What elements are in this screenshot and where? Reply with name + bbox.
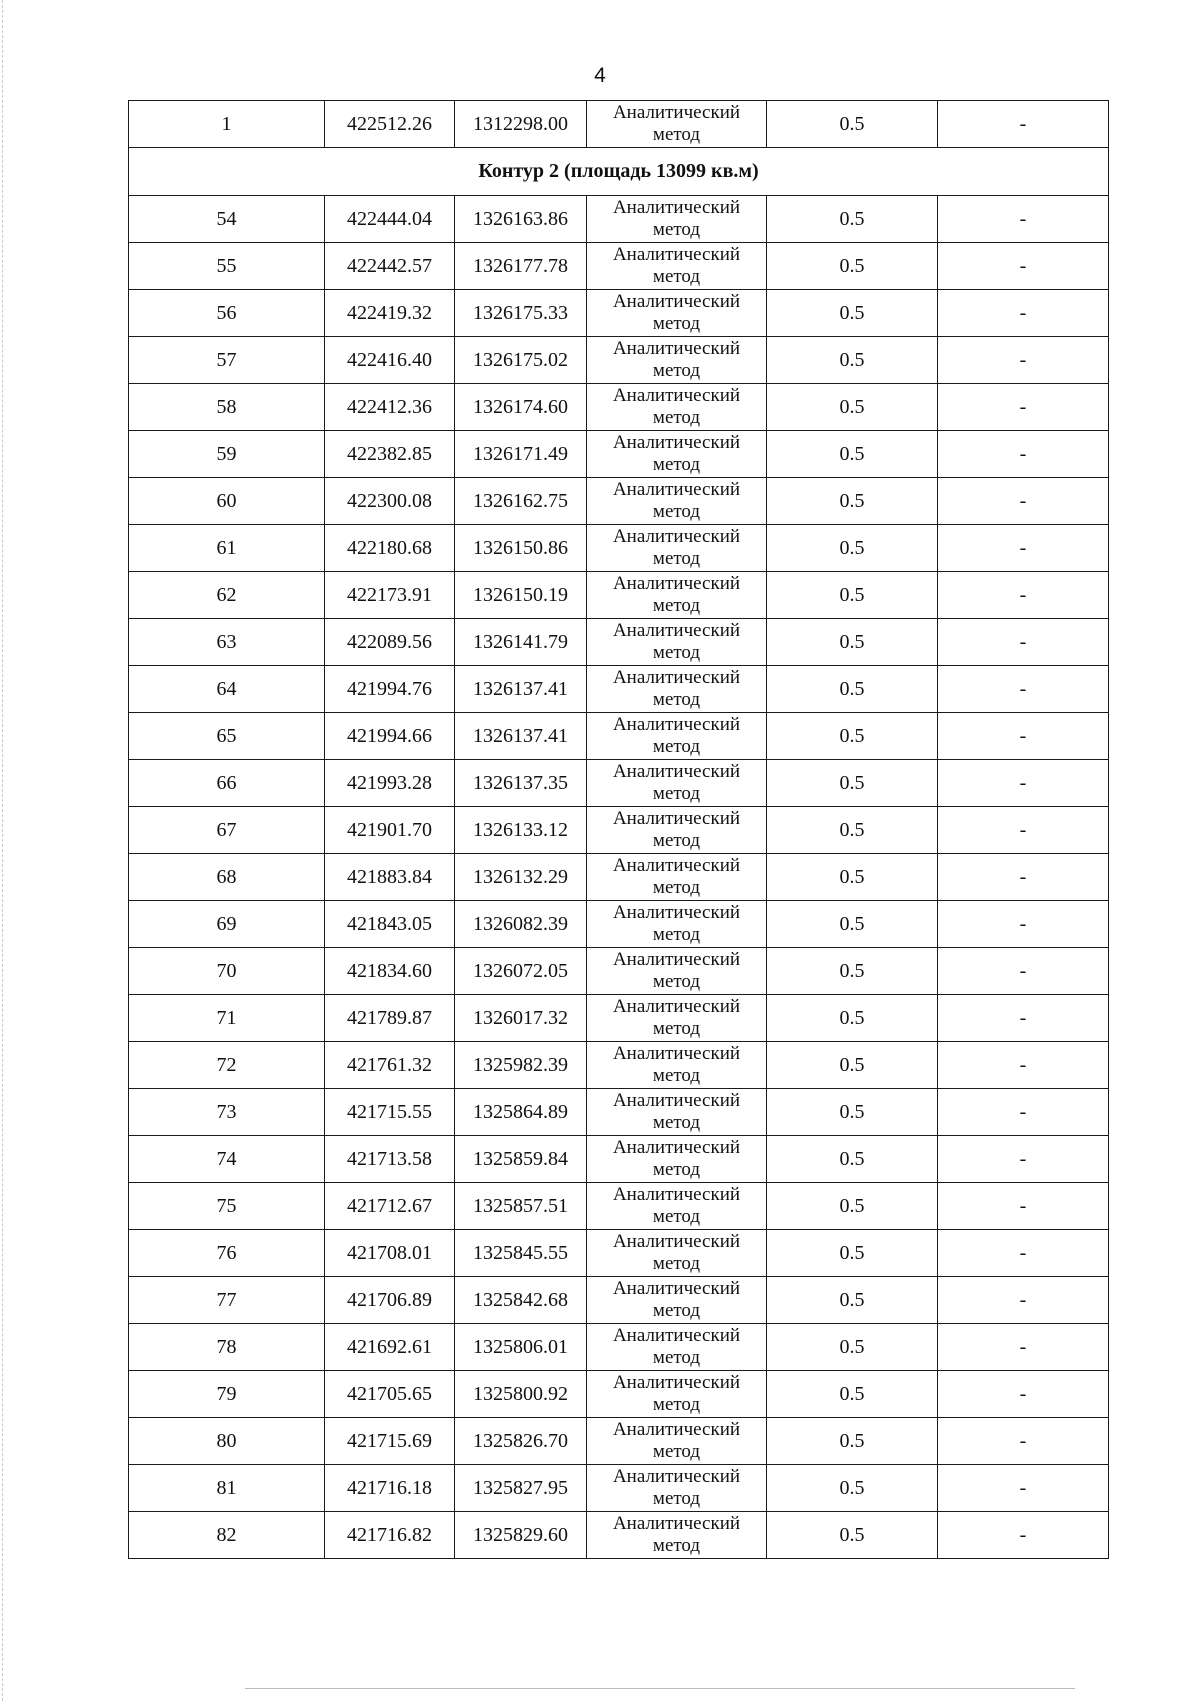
method-line-1: Аналитический (612, 667, 741, 688)
method-line-2: метод (652, 736, 701, 757)
note-cell: - (938, 1089, 1109, 1136)
method-line-1: Аналитический (612, 949, 741, 970)
note-cell: - (938, 619, 1109, 666)
method-line-2: метод (652, 595, 701, 616)
note-cell: - (938, 572, 1109, 619)
accuracy-cell: 0.5 (767, 1418, 938, 1465)
x-coordinate-cell: 421715.55 (325, 1089, 455, 1136)
method-cell (587, 1277, 767, 1324)
method-line-2: метод (652, 924, 701, 945)
method-line-1: Аналитический (612, 902, 741, 923)
y-coordinate-cell: 1325842.68 (455, 1277, 587, 1324)
note-cell: - (938, 666, 1109, 713)
x-coordinate-cell: 421716.18 (325, 1465, 455, 1512)
note-cell: - (938, 101, 1109, 148)
y-coordinate-cell: 1325806.01 (455, 1324, 587, 1371)
method-line-1: Аналитический (612, 338, 741, 359)
table-row (129, 1512, 1109, 1559)
y-coordinate-cell: 1325845.55 (455, 1230, 587, 1277)
table-row (129, 1230, 1109, 1277)
accuracy-cell: 0.5 (767, 1183, 938, 1230)
x-coordinate-cell: 422382.85 (325, 431, 455, 478)
method-line-1: Аналитический (612, 996, 741, 1017)
method-line-1: Аналитический (612, 1231, 741, 1252)
method-line-2: метод (652, 1535, 701, 1556)
note-cell: - (938, 243, 1109, 290)
method-line-2: метод (652, 360, 701, 381)
method-line-1: Аналитический (612, 291, 741, 312)
page-number: 4 (594, 64, 606, 87)
note-cell: - (938, 431, 1109, 478)
y-coordinate-cell: 1326150.19 (455, 572, 587, 619)
accuracy-cell: 0.5 (767, 760, 938, 807)
accuracy-cell: 0.5 (767, 337, 938, 384)
method-cell (587, 525, 767, 572)
y-coordinate-cell: 1312298.00 (455, 101, 587, 148)
point-number-cell: 70 (129, 948, 325, 995)
note-cell: - (938, 1277, 1109, 1324)
point-number-cell: 54 (129, 196, 325, 243)
method-cell (587, 948, 767, 995)
table-row (129, 1183, 1109, 1230)
note-cell: - (938, 1136, 1109, 1183)
table-row (129, 478, 1109, 525)
x-coordinate-cell: 421761.32 (325, 1042, 455, 1089)
method-cell (587, 101, 767, 148)
method-cell (587, 431, 767, 478)
method-line-2: метод (652, 219, 701, 240)
table-row (129, 619, 1109, 666)
y-coordinate-cell: 1325857.51 (455, 1183, 587, 1230)
method-cell (587, 1183, 767, 1230)
method-line-2: метод (652, 1112, 701, 1133)
accuracy-cell: 0.5 (767, 619, 938, 666)
y-coordinate-cell: 1325800.92 (455, 1371, 587, 1418)
method-cell (587, 713, 767, 760)
method-line-1: Аналитический (612, 620, 741, 641)
method-line-1: Аналитический (612, 1466, 741, 1487)
point-number-cell: 63 (129, 619, 325, 666)
method-cell (587, 1089, 767, 1136)
method-line-2: метод (652, 642, 701, 663)
method-line-1: Аналитический (612, 244, 741, 265)
note-cell: - (938, 901, 1109, 948)
point-number-cell: 76 (129, 1230, 325, 1277)
accuracy-cell: 0.5 (767, 525, 938, 572)
method-cell (587, 901, 767, 948)
contour-header-row (129, 148, 1109, 196)
accuracy-cell: 0.5 (767, 431, 938, 478)
method-line-2: метод (652, 1347, 701, 1368)
point-number-cell: 71 (129, 995, 325, 1042)
note-cell: - (938, 854, 1109, 901)
accuracy-cell: 0.5 (767, 1136, 938, 1183)
method-cell (587, 1136, 767, 1183)
bottom-scan-line (245, 1688, 1075, 1689)
method-line-2: метод (652, 830, 701, 851)
note-cell: - (938, 1042, 1109, 1089)
method-line-1: Аналитический (612, 102, 741, 123)
accuracy-cell: 0.5 (767, 666, 938, 713)
y-coordinate-cell: 1326082.39 (455, 901, 587, 948)
method-cell (587, 196, 767, 243)
point-number-cell: 68 (129, 854, 325, 901)
table-row (129, 243, 1109, 290)
table-row (129, 1136, 1109, 1183)
x-coordinate-cell: 421712.67 (325, 1183, 455, 1230)
note-cell: - (938, 1183, 1109, 1230)
note-cell: - (938, 1418, 1109, 1465)
method-line-1: Аналитический (612, 1325, 741, 1346)
table-row (129, 431, 1109, 478)
table-row (129, 196, 1109, 243)
x-coordinate-cell: 421993.28 (325, 760, 455, 807)
x-coordinate-cell: 422442.57 (325, 243, 455, 290)
method-line-2: метод (652, 1394, 701, 1415)
accuracy-cell: 0.5 (767, 1324, 938, 1371)
y-coordinate-cell: 1326175.33 (455, 290, 587, 337)
point-number-cell: 55 (129, 243, 325, 290)
method-cell (587, 1230, 767, 1277)
y-coordinate-cell: 1326137.35 (455, 760, 587, 807)
note-cell: - (938, 760, 1109, 807)
table-row (129, 854, 1109, 901)
table-row (129, 1418, 1109, 1465)
accuracy-cell: 0.5 (767, 572, 938, 619)
accuracy-cell: 0.5 (767, 1465, 938, 1512)
method-line-1: Аналитический (612, 1419, 741, 1440)
note-cell: - (938, 1324, 1109, 1371)
y-coordinate-cell: 1326137.41 (455, 666, 587, 713)
method-cell (587, 290, 767, 337)
x-coordinate-cell: 421901.70 (325, 807, 455, 854)
method-line-1: Аналитический (612, 808, 741, 829)
method-line-2: метод (652, 548, 701, 569)
note-cell: - (938, 196, 1109, 243)
point-number-cell: 67 (129, 807, 325, 854)
accuracy-cell: 0.5 (767, 1371, 938, 1418)
note-cell: - (938, 1230, 1109, 1277)
accuracy-cell: 0.5 (767, 478, 938, 525)
table-row (129, 1042, 1109, 1089)
y-coordinate-cell: 1326174.60 (455, 384, 587, 431)
x-coordinate-cell: 421883.84 (325, 854, 455, 901)
point-number-cell: 75 (129, 1183, 325, 1230)
point-number-cell: 61 (129, 525, 325, 572)
method-line-2: метод (652, 1300, 701, 1321)
x-coordinate-cell: 422512.26 (325, 101, 455, 148)
x-coordinate-cell: 421994.76 (325, 666, 455, 713)
method-line-2: метод (652, 1441, 701, 1462)
method-line-1: Аналитический (612, 1372, 741, 1393)
method-line-2: метод (652, 124, 701, 145)
table-row (129, 525, 1109, 572)
method-line-1: Аналитический (612, 1184, 741, 1205)
point-number-cell: 78 (129, 1324, 325, 1371)
table-row (129, 1324, 1109, 1371)
method-line-2: метод (652, 877, 701, 898)
method-line-2: метод (652, 501, 701, 522)
point-number-cell: 56 (129, 290, 325, 337)
table-row (129, 1371, 1109, 1418)
y-coordinate-cell: 1325864.89 (455, 1089, 587, 1136)
accuracy-cell: 0.5 (767, 1277, 938, 1324)
method-line-1: Аналитический (612, 855, 741, 876)
method-cell (587, 807, 767, 854)
x-coordinate-cell: 421789.87 (325, 995, 455, 1042)
y-coordinate-cell: 1326177.78 (455, 243, 587, 290)
y-coordinate-cell: 1326141.79 (455, 619, 587, 666)
x-coordinate-cell: 421713.58 (325, 1136, 455, 1183)
coordinates-table (128, 100, 1109, 1559)
scan-edge-line (2, 0, 3, 1701)
table-row (129, 384, 1109, 431)
table-row (129, 901, 1109, 948)
method-cell (587, 1371, 767, 1418)
note-cell: - (938, 1512, 1109, 1559)
method-line-2: метод (652, 783, 701, 804)
method-line-1: Аналитический (612, 714, 741, 735)
method-line-2: метод (652, 266, 701, 287)
x-coordinate-cell: 421716.82 (325, 1512, 455, 1559)
point-number-cell: 80 (129, 1418, 325, 1465)
table-row (129, 666, 1109, 713)
method-cell (587, 243, 767, 290)
method-cell (587, 760, 767, 807)
x-coordinate-cell: 422089.56 (325, 619, 455, 666)
y-coordinate-cell: 1325827.95 (455, 1465, 587, 1512)
x-coordinate-cell: 421715.69 (325, 1418, 455, 1465)
method-line-1: Аналитический (612, 1137, 741, 1158)
x-coordinate-cell: 422180.68 (325, 525, 455, 572)
point-number-cell: 69 (129, 901, 325, 948)
method-cell (587, 1512, 767, 1559)
table-row (129, 1465, 1109, 1512)
x-coordinate-cell: 421692.61 (325, 1324, 455, 1371)
x-coordinate-cell: 422444.04 (325, 196, 455, 243)
y-coordinate-cell: 1326137.41 (455, 713, 587, 760)
y-coordinate-cell: 1325826.70 (455, 1418, 587, 1465)
method-cell (587, 995, 767, 1042)
note-cell: - (938, 478, 1109, 525)
accuracy-cell: 0.5 (767, 713, 938, 760)
y-coordinate-cell: 1326171.49 (455, 431, 587, 478)
method-cell (587, 854, 767, 901)
y-coordinate-cell: 1325859.84 (455, 1136, 587, 1183)
method-line-1: Аналитический (612, 1278, 741, 1299)
method-line-1: Аналитический (612, 432, 741, 453)
table-row (129, 572, 1109, 619)
y-coordinate-cell: 1326175.02 (455, 337, 587, 384)
table-row (129, 101, 1109, 148)
coordinates-table-body (129, 101, 1109, 1559)
point-number-cell: 1 (129, 101, 325, 148)
method-line-1: Аналитический (612, 1090, 741, 1111)
y-coordinate-cell: 1326072.05 (455, 948, 587, 995)
point-number-cell: 79 (129, 1371, 325, 1418)
point-number-cell: 62 (129, 572, 325, 619)
x-coordinate-cell: 421834.60 (325, 948, 455, 995)
accuracy-cell: 0.5 (767, 948, 938, 995)
table-row (129, 948, 1109, 995)
point-number-cell: 60 (129, 478, 325, 525)
x-coordinate-cell: 422300.08 (325, 478, 455, 525)
method-line-2: метод (652, 1065, 701, 1086)
method-line-2: метод (652, 1253, 701, 1274)
accuracy-cell: 0.5 (767, 243, 938, 290)
point-number-cell: 81 (129, 1465, 325, 1512)
note-cell: - (938, 1371, 1109, 1418)
method-line-2: метод (652, 313, 701, 334)
method-cell (587, 478, 767, 525)
note-cell: - (938, 807, 1109, 854)
y-coordinate-cell: 1325982.39 (455, 1042, 587, 1089)
method-cell (587, 1418, 767, 1465)
accuracy-cell: 0.5 (767, 854, 938, 901)
note-cell: - (938, 995, 1109, 1042)
coordinates-table-wrapper (128, 100, 1108, 1559)
y-coordinate-cell: 1326017.32 (455, 995, 587, 1042)
accuracy-cell: 0.5 (767, 1230, 938, 1277)
method-cell (587, 384, 767, 431)
x-coordinate-cell: 422416.40 (325, 337, 455, 384)
point-number-cell: 77 (129, 1277, 325, 1324)
method-cell (587, 1042, 767, 1089)
accuracy-cell: 0.5 (767, 196, 938, 243)
x-coordinate-cell: 421706.89 (325, 1277, 455, 1324)
accuracy-cell: 0.5 (767, 1089, 938, 1136)
method-line-2: метод (652, 689, 701, 710)
method-line-1: Аналитический (612, 761, 741, 782)
table-row (129, 290, 1109, 337)
accuracy-cell: 0.5 (767, 384, 938, 431)
method-line-2: метод (652, 1206, 701, 1227)
method-cell (587, 1324, 767, 1371)
y-coordinate-cell: 1326150.86 (455, 525, 587, 572)
accuracy-cell: 0.5 (767, 1512, 938, 1559)
y-coordinate-cell: 1326132.29 (455, 854, 587, 901)
note-cell: - (938, 1465, 1109, 1512)
x-coordinate-cell: 421994.66 (325, 713, 455, 760)
method-line-1: Аналитический (612, 479, 741, 500)
point-number-cell: 57 (129, 337, 325, 384)
x-coordinate-cell: 422419.32 (325, 290, 455, 337)
point-number-cell: 65 (129, 713, 325, 760)
table-row (129, 807, 1109, 854)
method-line-1: Аналитический (612, 573, 741, 594)
accuracy-cell: 0.5 (767, 1042, 938, 1089)
method-line-1: Аналитический (612, 526, 741, 547)
note-cell: - (938, 525, 1109, 572)
method-cell (587, 337, 767, 384)
method-cell (587, 619, 767, 666)
method-cell (587, 1465, 767, 1512)
x-coordinate-cell: 422412.36 (325, 384, 455, 431)
y-coordinate-cell: 1326162.75 (455, 478, 587, 525)
table-row (129, 337, 1109, 384)
x-coordinate-cell: 422173.91 (325, 572, 455, 619)
method-line-1: Аналитический (612, 197, 741, 218)
method-line-2: метод (652, 971, 701, 992)
method-line-2: метод (652, 1159, 701, 1180)
method-line-2: метод (652, 1488, 701, 1509)
accuracy-cell: 0.5 (767, 995, 938, 1042)
point-number-cell: 66 (129, 760, 325, 807)
point-number-cell: 64 (129, 666, 325, 713)
note-cell: - (938, 384, 1109, 431)
accuracy-cell: 0.5 (767, 101, 938, 148)
table-row (129, 760, 1109, 807)
y-coordinate-cell: 1326133.12 (455, 807, 587, 854)
y-coordinate-cell: 1325829.60 (455, 1512, 587, 1559)
table-row (129, 1277, 1109, 1324)
note-cell: - (938, 948, 1109, 995)
point-number-cell: 72 (129, 1042, 325, 1089)
accuracy-cell: 0.5 (767, 901, 938, 948)
x-coordinate-cell: 421843.05 (325, 901, 455, 948)
method-line-2: метод (652, 454, 701, 475)
method-line-1: Аналитический (612, 1513, 741, 1534)
table-row (129, 713, 1109, 760)
method-line-1: Аналитический (612, 1043, 741, 1064)
accuracy-cell: 0.5 (767, 807, 938, 854)
y-coordinate-cell: 1326163.86 (455, 196, 587, 243)
point-number-cell: 58 (129, 384, 325, 431)
method-line-1: Аналитический (612, 385, 741, 406)
x-coordinate-cell: 421705.65 (325, 1371, 455, 1418)
method-line-2: метод (652, 407, 701, 428)
accuracy-cell: 0.5 (767, 290, 938, 337)
point-number-cell: 73 (129, 1089, 325, 1136)
table-row (129, 1089, 1109, 1136)
method-cell (587, 666, 767, 713)
method-line-2: метод (652, 1018, 701, 1039)
table-row (129, 995, 1109, 1042)
point-number-cell: 82 (129, 1512, 325, 1559)
x-coordinate-cell: 421708.01 (325, 1230, 455, 1277)
note-cell: - (938, 290, 1109, 337)
point-number-cell: 74 (129, 1136, 325, 1183)
point-number-cell: 59 (129, 431, 325, 478)
contour-title: Контур 2 (площадь 13099 кв.м) (129, 148, 1109, 196)
method-cell (587, 572, 767, 619)
note-cell: - (938, 713, 1109, 760)
note-cell: - (938, 337, 1109, 384)
